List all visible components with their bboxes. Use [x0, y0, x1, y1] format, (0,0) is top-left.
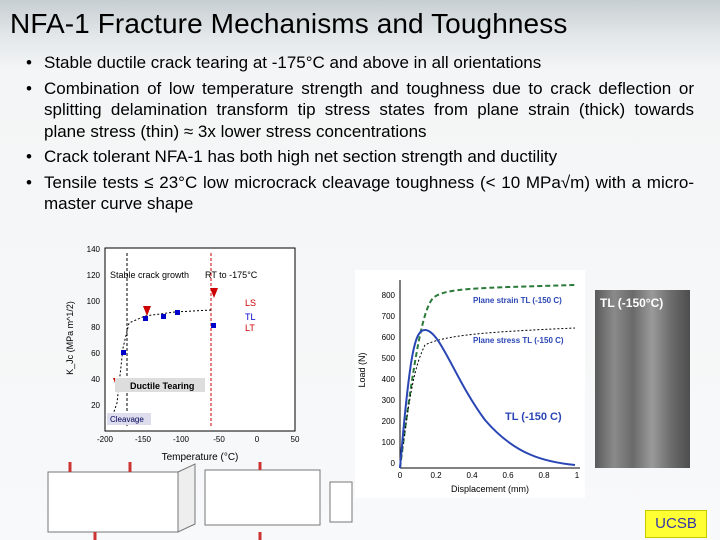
tick-label: 80: [91, 323, 100, 332]
label-stable-growth: Stable crack growth: [110, 270, 190, 280]
data-point: [211, 323, 216, 328]
tick-label: 0.6: [502, 471, 514, 480]
tick-label: 100: [86, 297, 100, 306]
tick-label: 0: [254, 435, 260, 444]
tick-label: -200: [96, 435, 114, 444]
label-cleavage: Cleavage: [110, 415, 144, 424]
tick-label: -100: [172, 435, 190, 444]
tick-label: 300: [381, 396, 395, 405]
bullet-item: • Crack tolerant NFA-1 has both high net section strength and ductility: [24, 146, 694, 168]
legend-tl: TL: [245, 312, 256, 322]
tick-label: 0.4: [466, 471, 478, 480]
tick-label: 50: [290, 435, 300, 444]
tick-label: 500: [381, 354, 395, 363]
specimen-sketches: [40, 462, 360, 540]
data-point: [121, 350, 126, 355]
tick-label: 100: [381, 438, 395, 447]
x-axis-label: Temperature (°C): [161, 452, 239, 463]
tick-label: 0.2: [430, 471, 442, 480]
tick-label: -50: [213, 435, 225, 444]
bullet-item: • Combination of low temperature strength and toughness due to crack deflection or splitting delamination transform tip stress states from plane strain (thick) towards plane stress (thin) ≈ 3x lower stress concentrations: [24, 78, 694, 143]
tick-label: 600: [381, 333, 395, 342]
tick-label: 140: [86, 245, 100, 254]
label-ductile: Ductile Tearing: [130, 381, 195, 391]
slide-title: NFA-1 Fracture Mechanisms and Toughness: [10, 8, 568, 39]
bullet-list: [24, 52, 694, 219]
fracture-photo: [595, 290, 690, 468]
label-plane-strain: Plane strain TL (-150 C): [473, 296, 562, 305]
data-point: [175, 310, 180, 315]
label-tl: TL (-150 C): [505, 411, 562, 423]
tick-label: 1: [574, 471, 580, 480]
tick-label: 20: [91, 401, 100, 410]
tick-label: 0: [390, 459, 395, 468]
y-axis-label: Load (N): [357, 352, 367, 388]
label-rt: RT to -175°C: [205, 270, 258, 280]
label-plane-stress: Plane stress TL (-150 C): [473, 336, 564, 345]
tick-label: -150: [134, 435, 152, 444]
photo-label: TL (-150°C): [600, 296, 664, 310]
tick-label: 800: [381, 291, 395, 300]
legend-ls: LS: [245, 298, 257, 308]
data-point: [143, 316, 148, 321]
tick-label: 700: [381, 312, 395, 321]
x-axis-label: Displacement (mm): [450, 484, 530, 494]
data-point: [161, 314, 166, 319]
tick-label: 60: [91, 349, 100, 358]
tick-label: 0.8: [538, 471, 550, 480]
tick-label: 120: [86, 271, 100, 280]
toughness-temperature-plot: [55, 238, 305, 468]
tick-label: 0: [397, 471, 403, 480]
tick-label: 400: [381, 375, 395, 384]
tick-label: 40: [91, 375, 100, 384]
load-displacement-plot: [355, 270, 585, 498]
tick-label: 200: [381, 417, 395, 426]
bullet-item: • Stable ductile crack tearing at -175°C and above in all orientations: [24, 52, 694, 74]
legend-lt: LT: [245, 323, 255, 333]
bullet-item: • Tensile tests ≤ 23°C low microcrack cleavage toughness (< 10 MPa√m) with a micro-master curve shape: [24, 172, 694, 215]
ucsb-logo: UCSB: [645, 510, 707, 538]
y-axis-label: K_Jc (MPa m^1/2): [65, 301, 75, 375]
